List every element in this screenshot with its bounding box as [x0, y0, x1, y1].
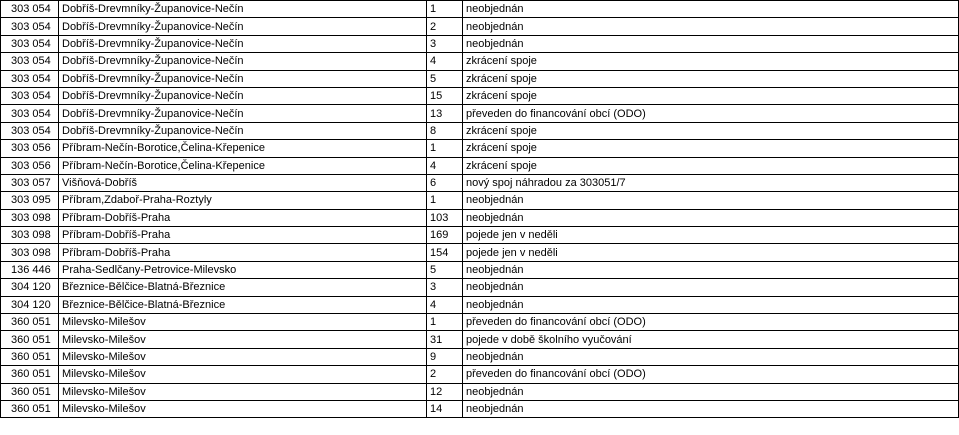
change-note-cell: neobjednán	[463, 348, 959, 365]
table-row	[1, 18, 959, 35]
route-cell: Dobříš-Drevmníky-Županovice-Nečín	[59, 35, 427, 52]
route-cell: Dobříš-Drevmníky-Županovice-Nečín	[59, 18, 427, 35]
change-note-cell: pojede jen v neděli	[463, 244, 959, 261]
route-cell: Příbram-Nečín-Borotice,Čelina-Křepenice	[59, 140, 427, 157]
connection-number-cell: 15	[427, 87, 463, 104]
table-row	[1, 331, 959, 348]
table-row	[1, 35, 959, 52]
table-row	[1, 209, 959, 226]
change-note-cell: zkrácení spoje	[463, 53, 959, 70]
line-number-cell: 303 054	[1, 18, 59, 35]
change-note-cell: pojede jen v neděli	[463, 227, 959, 244]
change-note-cell: převeden do financování obcí (ODO)	[463, 105, 959, 122]
connection-number-cell: 3	[427, 279, 463, 296]
line-number-cell: 360 051	[1, 383, 59, 400]
route-cell: Dobříš-Drevmníky-Županovice-Nečín	[59, 105, 427, 122]
route-cell: Dobříš-Drevmníky-Županovice-Nečín	[59, 1, 427, 18]
table-row	[1, 122, 959, 139]
line-number-cell: 136 446	[1, 261, 59, 278]
table-row	[1, 53, 959, 70]
line-number-cell: 360 051	[1, 400, 59, 417]
line-number-cell: 303 098	[1, 227, 59, 244]
change-note-cell: neobjednán	[463, 1, 959, 18]
route-cell: Březnice-Bělčice-Blatná-Březnice	[59, 279, 427, 296]
change-note-cell: neobjednán	[463, 279, 959, 296]
change-note-cell: pojede v době školního vyučování	[463, 331, 959, 348]
change-note-cell: neobjednán	[463, 209, 959, 226]
table-row	[1, 400, 959, 417]
change-note-cell: neobjednán	[463, 383, 959, 400]
line-number-cell: 360 051	[1, 366, 59, 383]
table-row	[1, 192, 959, 209]
line-number-cell: 304 120	[1, 279, 59, 296]
route-cell: Příbram-Dobříš-Praha	[59, 227, 427, 244]
connection-number-cell: 154	[427, 244, 463, 261]
table-row	[1, 314, 959, 331]
line-number-cell: 303 054	[1, 70, 59, 87]
line-number-cell: 303 098	[1, 209, 59, 226]
route-cell: Příbram-Dobříš-Praha	[59, 209, 427, 226]
change-note-cell: převeden do financování obcí (ODO)	[463, 314, 959, 331]
line-number-cell: 360 051	[1, 331, 59, 348]
change-note-cell: zkrácení spoje	[463, 157, 959, 174]
route-cell: Milevsko-Milešov	[59, 366, 427, 383]
line-number-cell: 303 057	[1, 174, 59, 191]
line-number-cell: 303 054	[1, 87, 59, 104]
line-number-cell: 303 095	[1, 192, 59, 209]
connection-number-cell: 9	[427, 348, 463, 365]
line-number-cell: 303 054	[1, 53, 59, 70]
route-cell: Dobříš-Drevmníky-Županovice-Nečín	[59, 70, 427, 87]
route-cell: Praha-Sedlčany-Petrovice-Milevsko	[59, 261, 427, 278]
connection-number-cell: 14	[427, 400, 463, 417]
line-number-cell: 303 054	[1, 35, 59, 52]
connection-number-cell: 8	[427, 122, 463, 139]
route-cell: Březnice-Bělčice-Blatná-Březnice	[59, 296, 427, 313]
table-row	[1, 227, 959, 244]
line-number-cell: 360 051	[1, 348, 59, 365]
table-row	[1, 383, 959, 400]
table-row	[1, 87, 959, 104]
route-cell: Dobříš-Drevmníky-Županovice-Nečín	[59, 87, 427, 104]
route-cell: Milevsko-Milešov	[59, 383, 427, 400]
line-number-cell: 303 054	[1, 1, 59, 18]
change-note-cell: neobjednán	[463, 261, 959, 278]
route-cell: Příbram-Dobříš-Praha	[59, 244, 427, 261]
table-row	[1, 296, 959, 313]
connection-number-cell: 12	[427, 383, 463, 400]
connection-number-cell: 2	[427, 18, 463, 35]
change-note-cell: nový spoj náhradou za 303051/7	[463, 174, 959, 191]
route-cell: Příbram-Nečín-Borotice,Čelina-Křepenice	[59, 157, 427, 174]
route-cell: Příbram,Zdaboř-Praha-Roztyly	[59, 192, 427, 209]
table-row	[1, 279, 959, 296]
route-cell: Milevsko-Milešov	[59, 348, 427, 365]
line-number-cell: 303 054	[1, 105, 59, 122]
connection-number-cell: 1	[427, 1, 463, 18]
route-cell: Dobříš-Drevmníky-Županovice-Nečín	[59, 122, 427, 139]
connection-number-cell: 1	[427, 140, 463, 157]
line-number-cell: 360 051	[1, 314, 59, 331]
change-note-cell: neobjednán	[463, 296, 959, 313]
table-row	[1, 174, 959, 191]
table-row	[1, 157, 959, 174]
connection-number-cell: 3	[427, 35, 463, 52]
route-cell: Dobříš-Drevmníky-Županovice-Nečín	[59, 53, 427, 70]
connection-number-cell: 1	[427, 314, 463, 331]
route-cell: Milevsko-Milešov	[59, 400, 427, 417]
table-row	[1, 244, 959, 261]
connection-number-cell: 2	[427, 366, 463, 383]
change-note-cell: zkrácení spoje	[463, 87, 959, 104]
connection-number-cell: 103	[427, 209, 463, 226]
connection-number-cell: 4	[427, 296, 463, 313]
line-number-cell: 303 056	[1, 157, 59, 174]
table-row	[1, 140, 959, 157]
change-note-cell: zkrácení spoje	[463, 70, 959, 87]
line-number-cell: 303 054	[1, 122, 59, 139]
table-row	[1, 70, 959, 87]
connection-number-cell: 31	[427, 331, 463, 348]
change-note-cell: neobjednán	[463, 18, 959, 35]
change-note-cell: neobjednán	[463, 192, 959, 209]
connection-number-cell: 4	[427, 53, 463, 70]
connection-number-cell: 1	[427, 192, 463, 209]
table-row	[1, 1, 959, 18]
table-row	[1, 348, 959, 365]
line-number-cell: 303 056	[1, 140, 59, 157]
change-note-cell: neobjednán	[463, 400, 959, 417]
line-number-cell: 304 120	[1, 296, 59, 313]
route-cell: Višňová-Dobříš	[59, 174, 427, 191]
connection-number-cell: 169	[427, 227, 463, 244]
route-cell: Milevsko-Milešov	[59, 314, 427, 331]
connection-number-cell: 5	[427, 261, 463, 278]
change-note-cell: neobjednán	[463, 35, 959, 52]
change-note-cell: zkrácení spoje	[463, 122, 959, 139]
route-cell: Milevsko-Milešov	[59, 331, 427, 348]
change-note-cell: převeden do financování obcí (ODO)	[463, 366, 959, 383]
table-row	[1, 105, 959, 122]
table-body	[1, 1, 959, 418]
table-row	[1, 261, 959, 278]
line-number-cell: 303 098	[1, 244, 59, 261]
connection-number-cell: 5	[427, 70, 463, 87]
connection-number-cell: 4	[427, 157, 463, 174]
change-note-cell: zkrácení spoje	[463, 140, 959, 157]
connection-number-cell: 13	[427, 105, 463, 122]
table-row	[1, 366, 959, 383]
connection-number-cell: 6	[427, 174, 463, 191]
